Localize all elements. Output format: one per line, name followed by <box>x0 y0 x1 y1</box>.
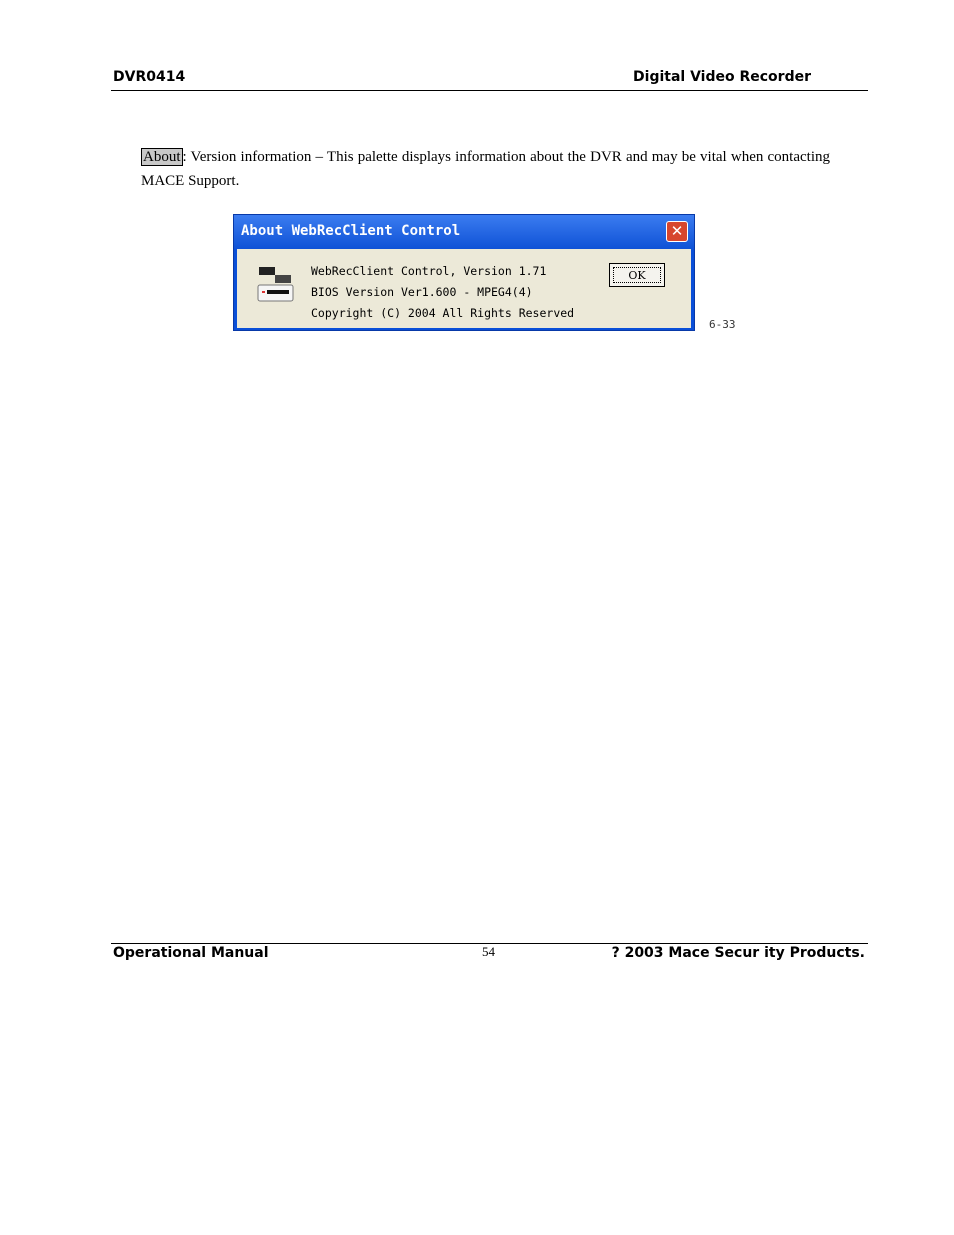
about-paragraph <box>141 145 830 193</box>
web-rec-app-icon <box>257 263 295 305</box>
bios-line: BIOS Version Ver1.600 - MPEG4(4) <box>311 285 533 299</box>
dialog-title: About WebRecClient Control <box>241 223 461 239</box>
about-dialog <box>233 214 695 331</box>
footer-copyright: ? 2003 Mace Secur ity Products. <box>611 945 865 961</box>
figure-label: 6-33 <box>709 318 736 331</box>
about-separator: : <box>182 149 187 165</box>
about-description: Version information – This palette displays information about the DVR and may be vital when contacting MACE Support. <box>141 149 830 189</box>
dialog-info-lines <box>311 261 574 324</box>
ok-button[interactable] <box>609 263 665 287</box>
dialog-titlebar[interactable] <box>234 215 694 249</box>
close-icon: ✕ <box>670 222 684 240</box>
header-rule <box>111 90 868 91</box>
dialog-body <box>237 249 691 328</box>
version-line: WebRecClient Control, Version 1.71 <box>311 264 547 278</box>
ok-button-label: OK <box>613 267 661 283</box>
page-number: 54 <box>482 944 495 959</box>
about-menu-label: About <box>143 149 181 165</box>
close-button[interactable] <box>666 221 688 242</box>
copyright-line: Copyright (C) 2004 All Rights Reserved <box>311 306 575 320</box>
footer-manual-name: Operational Manual <box>113 945 269 961</box>
header-doc-title: Digital Video Recorder <box>633 69 811 85</box>
header-doc-id: DVR0414 <box>113 69 186 85</box>
